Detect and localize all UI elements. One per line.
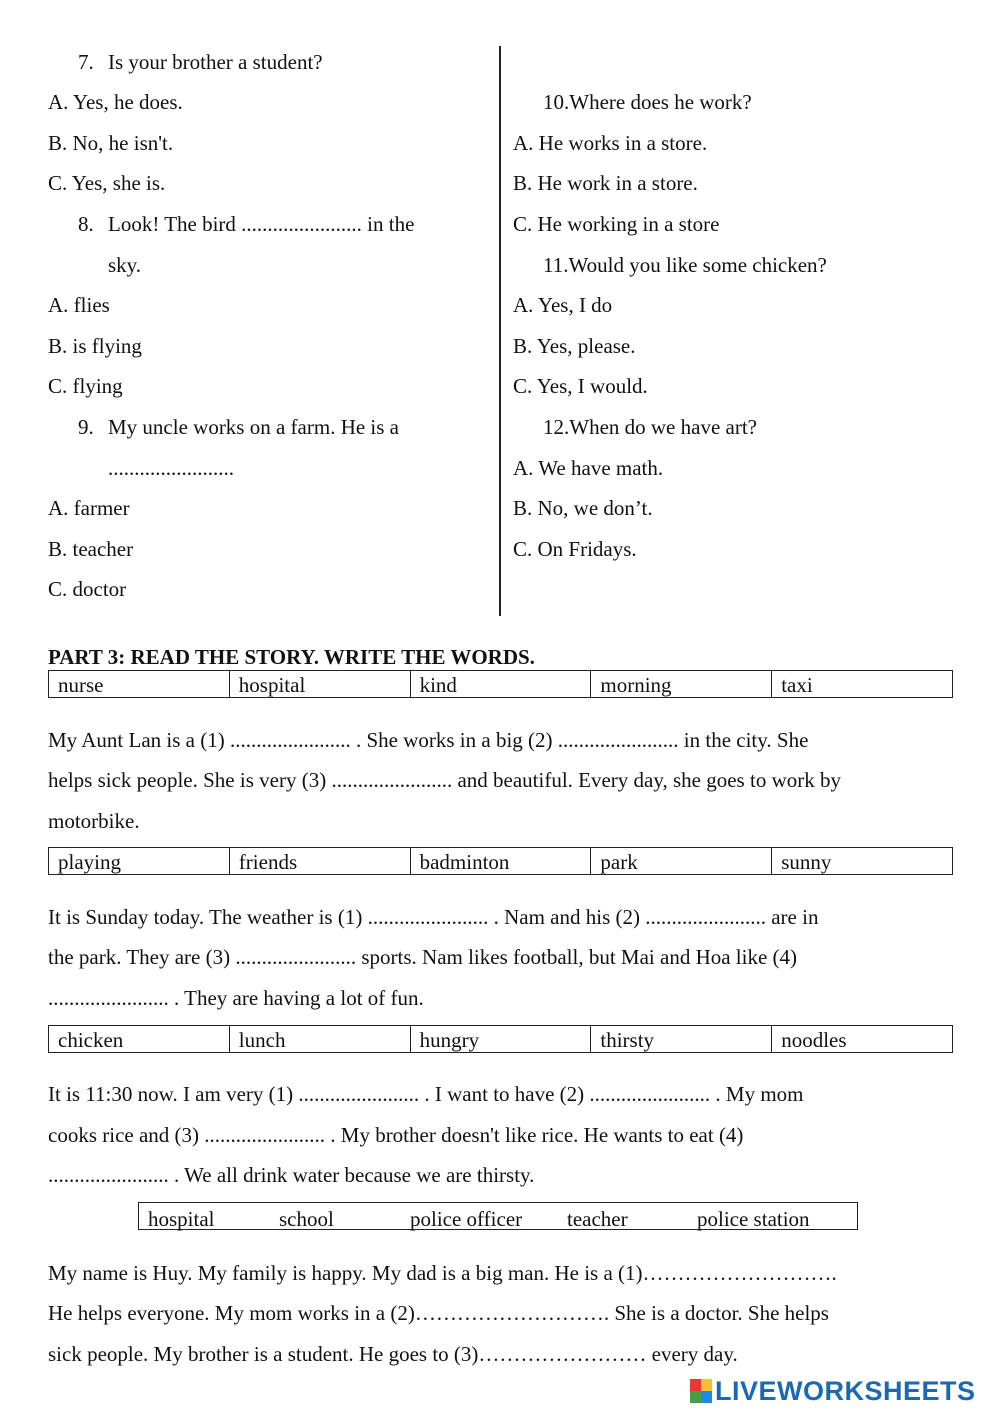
q10-option-b: B. He work in a store. [513,171,698,195]
passage-1-line-3: motorbike. [48,809,140,833]
passage-4-line-2: He helps everyone. My mom works in a (2)………………………. She is a doctor. She helps [48,1301,829,1325]
word-bank-1-word: hospital [230,671,411,697]
word-bank-1 [48,670,953,698]
q9-text-line2: ........................ [108,456,234,480]
part3-heading: PART 3: READ THE STORY. WRITE THE WORDS. [48,645,535,669]
passage-2-line-1: It is Sunday today. The weather is (1) ....................... . Nam and his (2) ....................... are in [48,905,819,929]
word-bank-3-word: hungry [411,1026,592,1052]
word-bank-4 [138,1202,858,1230]
logo-square-blue [701,1391,712,1403]
q12-option-b: B. No, we don’t. [513,496,653,520]
passage-3-line-2: cooks rice and (3) ....................... . My brother doesn't like rice. He wants to eat (4) [48,1123,744,1147]
word-bank-2-word: friends [230,848,411,874]
liveworksheets-logo-icon [690,1379,712,1403]
q11-text: 11.Would you like some chicken? [543,253,827,277]
q11-option-a: A. Yes, I do [513,293,613,317]
logo-square-green [690,1391,701,1403]
passage-3-line-1: It is 11:30 now. I am very (1) ....................... . I want to have (2) ....................... . My mom [48,1082,804,1106]
passage-1-line-2: helps sick people. She is very (3) ....................... and beautiful. Every day, she goes to work by [48,768,841,792]
word-bank-2-word: badminton [411,848,592,874]
word-bank-1-word: taxi [781,673,813,697]
q12-text: 12.When do we have art? [543,415,757,439]
passage-1-line-1: My Aunt Lan is a (1) ....................... . She works in a big (2) ....................... in the city. She [48,728,809,752]
word-bank-4-word: hospital [148,1207,215,1231]
word-bank-4-word: teacher [567,1207,628,1231]
word-bank-3-word: lunch [230,1026,411,1052]
q8-option-a: A. flies [48,293,110,317]
passage-2-line-2: the park. They are (3) ....................... sports. Nam likes football, but Mai and Hoa like (4) [48,945,798,969]
liveworksheets-logo-text: LIVEWORKSHEETS [715,1375,976,1406]
passage-3-line-3: ....................... . We all drink water because we are thirsty. [48,1163,535,1187]
q10-option-c: C. He working in a store [513,212,720,236]
liveworksheets-logo [690,1376,976,1406]
q8-number: 8. [78,212,94,236]
word-bank-1-word: morning [591,671,772,697]
q7-option-c: C. Yes, she is. [48,171,166,195]
q7-number: 7. [78,50,94,74]
q9-option-a: A. farmer [48,496,130,520]
q8-text-line1: Look! The bird ....................... in the [108,212,415,236]
word-bank-3 [48,1025,953,1053]
q7-option-a: A. Yes, he does. [48,90,183,114]
q7-text: Is your brother a student? [108,50,323,74]
word-bank-1-word: nurse [49,671,230,697]
passage-4-line-3: sick people. My brother is a student. He goes to (3)…………………… every day. [48,1342,738,1366]
logo-square-red [690,1379,701,1391]
q12-option-a: A. We have math. [513,456,664,480]
q10-text: 10.Where does he work? [543,90,752,114]
q7-option-b: B. No, he isn't. [48,131,174,155]
column-divider [499,46,501,616]
q8-text-line2: sky. [108,253,142,277]
q10-option-a: A. He works in a store. [513,131,708,155]
word-bank-2-word: playing [49,848,230,874]
passage-4-line-1: My name is Huy. My family is happy. My dad is a big man. He is a (1)………………………. [48,1261,837,1285]
q9-text-line1: My uncle works on a farm. He is a [108,415,400,439]
q11-option-c: C. Yes, I would. [513,374,648,398]
word-bank-4-word: school [279,1207,334,1231]
word-bank-4-word: police station [697,1207,810,1231]
q12-option-c: C. On Fridays. [513,537,637,561]
q8-option-b: B. is flying [48,334,142,358]
q9-number: 9. [78,415,94,439]
word-bank-2 [48,847,953,875]
word-bank-3-word: chicken [49,1026,230,1052]
word-bank-4-word: police officer [410,1207,523,1231]
word-bank-3-word: noodles [781,1028,847,1052]
word-bank-2-word: sunny [781,850,832,874]
q9-option-b: B. teacher [48,537,134,561]
word-bank-2-word: park [591,848,772,874]
passage-2-line-3: ....................... . They are having a lot of fun. [48,986,424,1010]
logo-square-yellow [701,1379,712,1391]
q9-option-c: C. doctor [48,577,127,601]
word-bank-3-word: thirsty [591,1026,772,1052]
q8-option-c: C. flying [48,374,123,398]
word-bank-1-word: kind [411,671,592,697]
q11-option-b: B. Yes, please. [513,334,636,358]
